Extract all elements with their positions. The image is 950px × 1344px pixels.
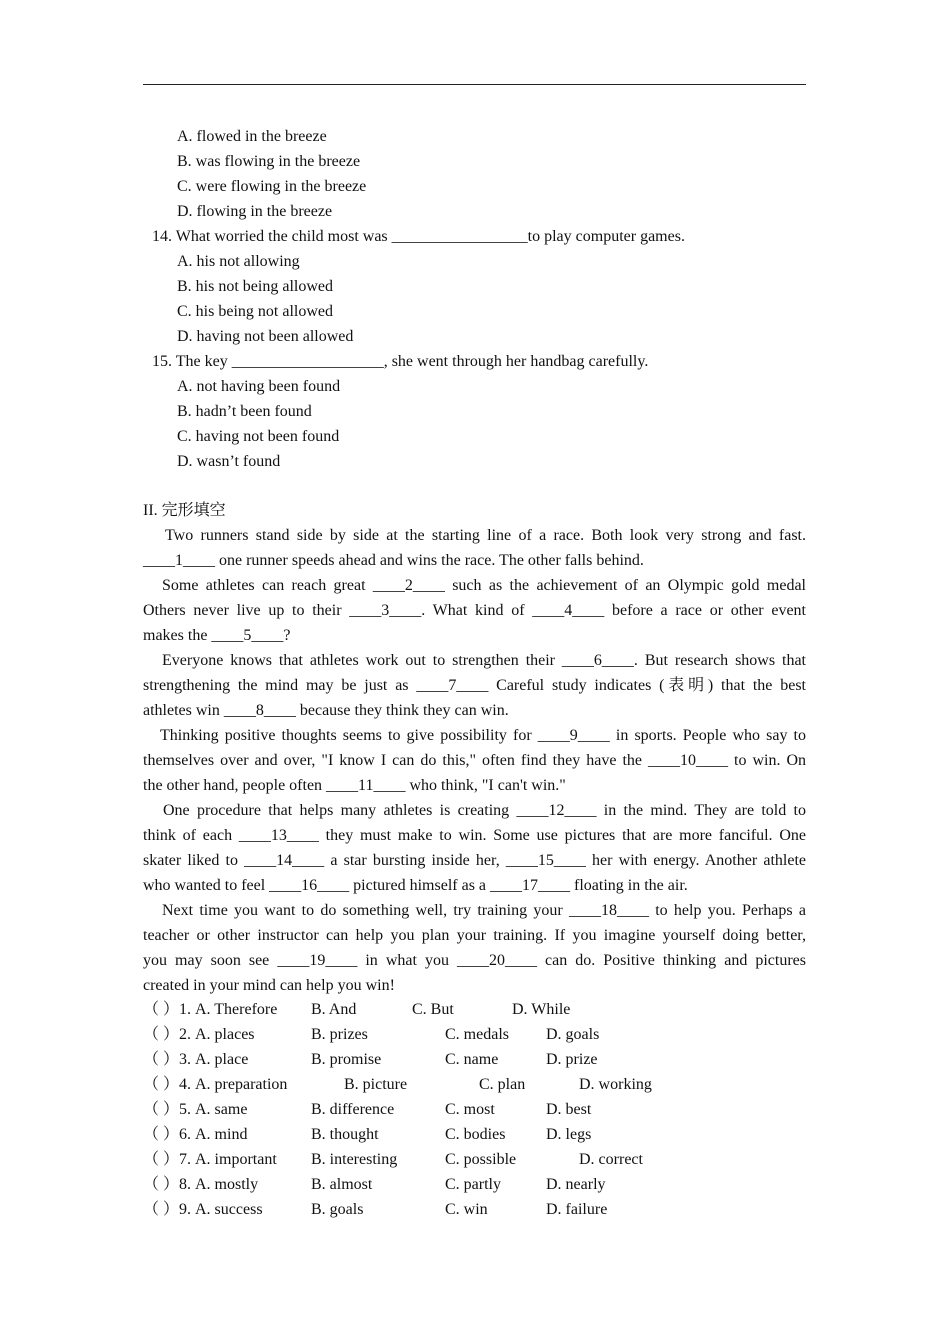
cloze-q9-c: C. win: [445, 1201, 488, 1218]
passage-line: Thinking positive thoughts seems to give possibility for ____9____ in sports. People who say to: [160, 727, 806, 744]
cloze-q8-b: B. almost: [311, 1176, 373, 1193]
cloze-q4-b: B. picture: [344, 1076, 408, 1093]
passage-line: Two runners stand side by side at the starting line of a race. Both look very strong and fast.: [165, 527, 806, 544]
passage-line: think of each ____13____ they must make to win. Some use pictures that are more fanciful. One: [143, 827, 806, 844]
cloze-q1-a: （ ）1. A. Therefore: [143, 1001, 278, 1018]
cloze-q9-b: B. goals: [311, 1201, 364, 1218]
cloze-q1-d: D. While: [512, 1001, 571, 1018]
cloze-q6-d: D. legs: [546, 1126, 592, 1143]
q13-option-b: B. was flowing in the breeze: [177, 153, 361, 170]
cloze-q4-c: C. plan: [479, 1076, 526, 1093]
passage-line: who wanted to feel ____16____ pictured himself as a ____17____ floating in the air.: [143, 877, 688, 894]
cloze-q6-c: C. bodies: [445, 1126, 506, 1143]
cloze-q7-b: B. interesting: [311, 1151, 398, 1168]
cloze-q9-d: D. failure: [546, 1201, 608, 1218]
cloze-q6-a: （ ）6. A. mind: [143, 1126, 248, 1143]
cloze-q2-d: D. goals: [546, 1026, 600, 1043]
passage-line: themselves over and over, "I know I can do this," often find they have the ____10____ to win. On: [143, 752, 806, 769]
cloze-q8-c: C. partly: [445, 1176, 501, 1193]
cloze-q8-a: （ ）8. A. mostly: [143, 1176, 259, 1193]
passage-line: One procedure that helps many athletes is creating ____12____ in the mind. They are told to: [163, 802, 806, 819]
passage-line: Some athletes can reach great ____2____ such as the achievement of an Olympic gold medal: [162, 577, 806, 594]
cloze-q4-d: D. working: [579, 1076, 652, 1093]
cloze-q1-c: C. But: [412, 1001, 454, 1018]
cloze-q5-b: B. difference: [311, 1101, 395, 1118]
passage-line: you may soon see ____19____ in what you ____20____ can do. Positive thinking and pictures: [143, 952, 806, 969]
cloze-q2-b: B. prizes: [311, 1026, 368, 1043]
cloze-q3-c: C. name: [445, 1051, 499, 1068]
q15-option-c: C. having not been found: [177, 428, 340, 445]
header-rule: [143, 84, 806, 85]
passage-line: athletes win ____8____ because they think they can win.: [143, 702, 509, 719]
cloze-q7-c: C. possible: [445, 1151, 517, 1168]
q14-stem: 14. What worried the child most was _________________to play computer games.: [152, 228, 685, 245]
section-title: II. 完形填空: [143, 502, 226, 519]
cloze-q7-d: D. correct: [579, 1151, 643, 1168]
passage-line: strengthening the mind may be just as ____7____ Careful study indicates (表明) that the best: [143, 677, 806, 694]
cloze-q5-c: C. most: [445, 1101, 495, 1118]
cloze-q3-a: （ ）3. A. place: [143, 1051, 249, 1068]
passage-line: ____1____ one runner speeds ahead and wins the race. The other falls behind.: [143, 552, 644, 569]
cloze-q8-d: D. nearly: [546, 1176, 606, 1193]
q15-stem: 15. The key ___________________, she went through her handbag carefully.: [152, 353, 649, 370]
q15-option-b: B. hadn’t been found: [177, 403, 312, 420]
cloze-q4-a: （ ）4. A. preparation: [143, 1076, 288, 1093]
passage-line: Everyone knows that athletes work out to strengthen their ____6____. But research shows that: [162, 652, 806, 669]
q14-option-a: A. his not allowing: [177, 253, 300, 270]
q14-option-c: C. his being not allowed: [177, 303, 333, 320]
passage-line: makes the ____5____?: [143, 627, 291, 644]
cloze-q3-b: B. promise: [311, 1051, 382, 1068]
cloze-q6-b: B. thought: [311, 1126, 379, 1143]
passage-line: the other hand, people often ____11____ who think, "I can't win.": [143, 777, 566, 794]
passage-line: skater liked to ____14____ a star bursting inside her, ____15____ her with energy. Another athlete: [143, 852, 806, 869]
passage-line: Next time you want to do something well, try training your ____18____ to help you. Perhaps a: [162, 902, 806, 919]
cloze-q2-c: C. medals: [445, 1026, 509, 1043]
passage-line: teacher or other instructor can help you plan your training. If you imagine yourself doing better,: [143, 927, 806, 944]
cloze-q9-a: （ ）9. A. success: [143, 1201, 263, 1218]
q13-option-d: D. flowing in the breeze: [177, 203, 333, 220]
cloze-q5-a: （ ）5. A. same: [143, 1101, 248, 1118]
passage-line: Others never live up to their ____3____. What kind of ____4____ before a race or other event: [143, 602, 806, 619]
q13-option-c: C. were flowing in the breeze: [177, 178, 367, 195]
passage-line: created in your mind can help you win!: [143, 977, 395, 994]
cloze-q5-d: D. best: [546, 1101, 592, 1118]
cloze-q3-d: D. prize: [546, 1051, 598, 1068]
cloze-q1-b: B. And: [311, 1001, 357, 1018]
q13-option-a: A. flowed in the breeze: [177, 128, 327, 145]
q14-option-b: B. his not being allowed: [177, 278, 333, 295]
q15-option-a: A. not having been found: [177, 378, 341, 395]
q14-option-d: D. having not been allowed: [177, 328, 354, 345]
q15-option-d: D. wasn’t found: [177, 453, 281, 470]
cloze-q7-a: （ ）7. A. important: [143, 1151, 277, 1168]
cloze-q2-a: （ ）2. A. places: [143, 1026, 255, 1043]
